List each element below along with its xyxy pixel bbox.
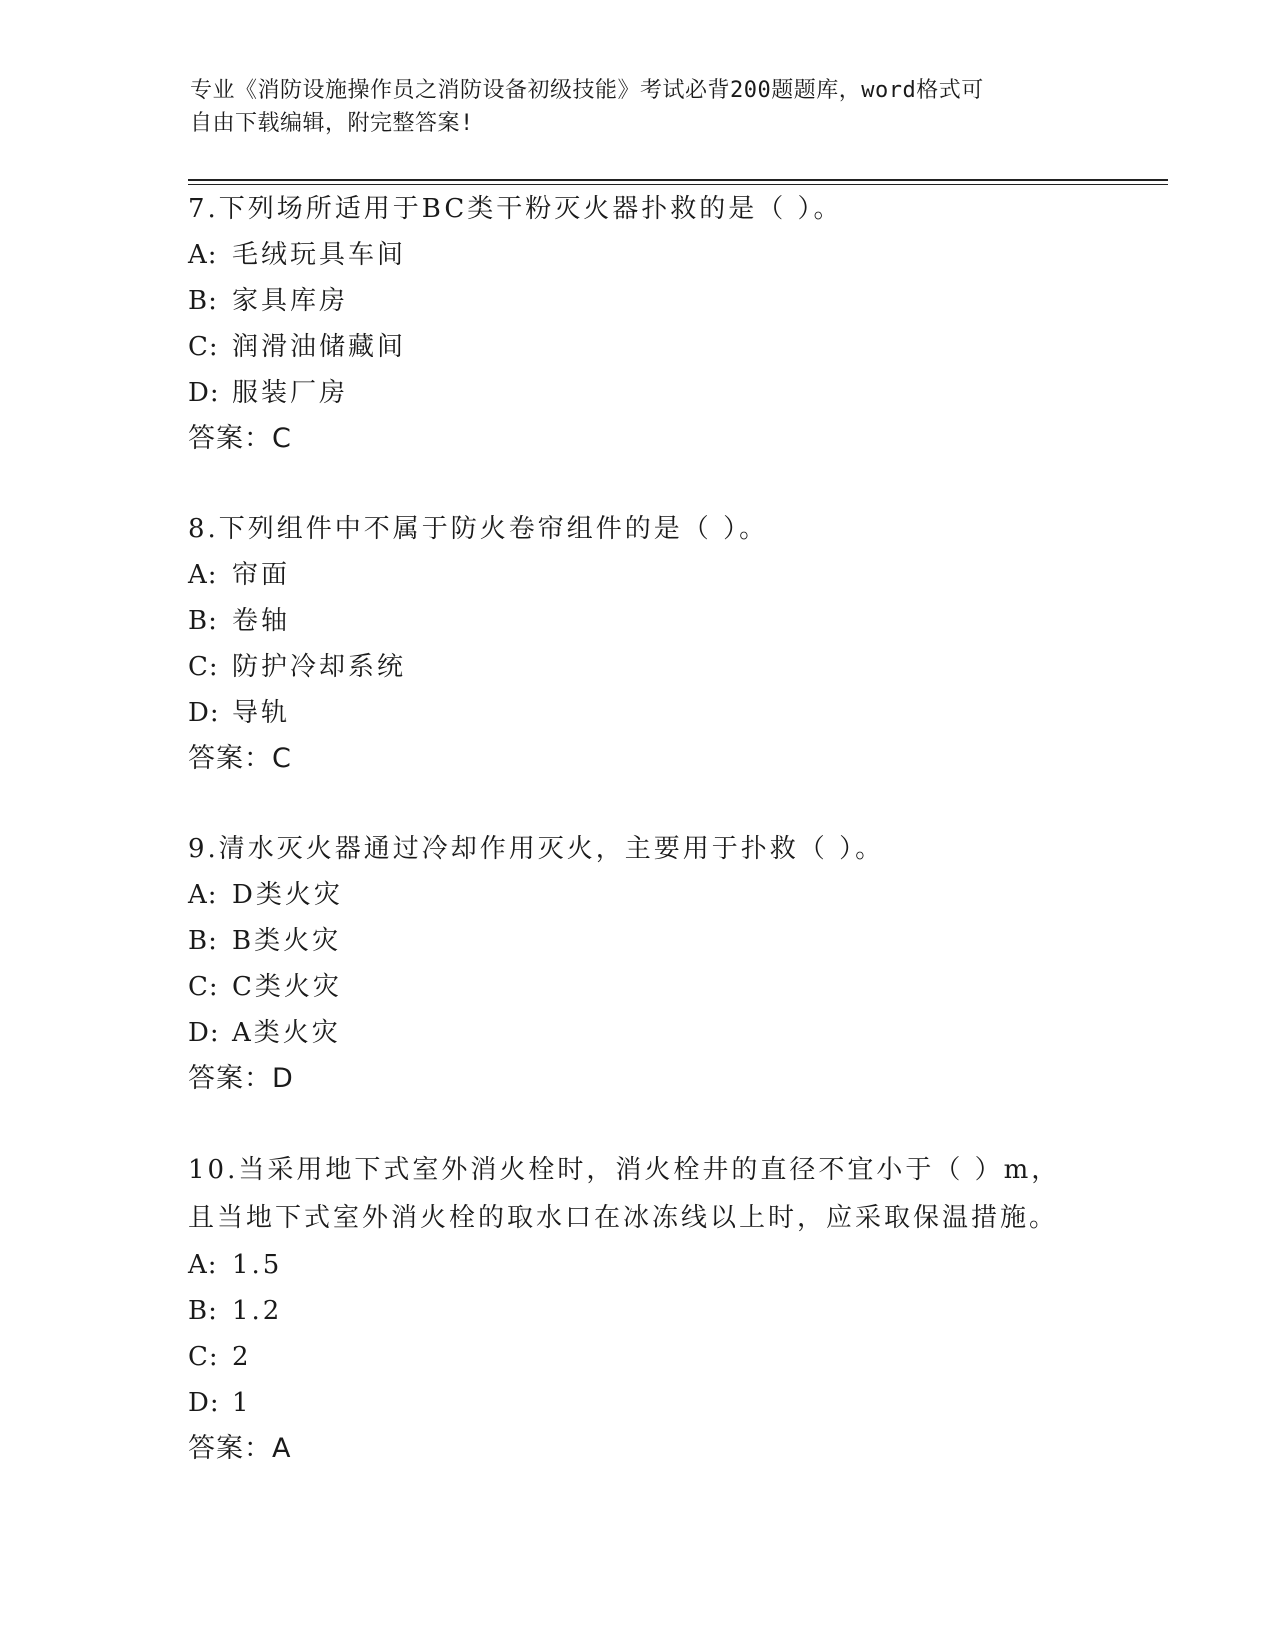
option-a — [188, 232, 1088, 278]
question-text: 7.下列场所适用于BC类干粉灭火器扑救的是（ ）。 — [188, 194, 843, 224]
question-9 — [188, 826, 1088, 1102]
document-header — [190, 74, 1090, 140]
option-a — [188, 872, 1088, 918]
answer-line: 答案：C — [188, 743, 292, 774]
option-d — [188, 1380, 1088, 1426]
header-line-2: 自由下载编辑，附完整答案! — [190, 111, 474, 136]
option-c — [188, 1334, 1088, 1380]
option-d — [188, 1010, 1088, 1056]
option-text: 卷轴 — [232, 606, 291, 636]
option-label: C: — [188, 972, 219, 1002]
question-10 — [188, 1146, 1088, 1472]
option-c — [188, 324, 1088, 370]
option-d — [188, 370, 1088, 416]
option-label: A: — [188, 1250, 218, 1280]
option-a — [188, 552, 1088, 598]
option-label: D: — [188, 1018, 220, 1048]
question-text: 9.清水灭火器通过冷却作用灭火，主要用于扑救（ ）。 — [188, 834, 885, 864]
option-b — [188, 1288, 1088, 1334]
option-label: B: — [188, 1296, 218, 1326]
option-text: B类火灾 — [232, 926, 342, 956]
option-text: 1.2 — [232, 1296, 283, 1326]
option-b — [188, 918, 1088, 964]
option-text: 导轨 — [232, 698, 291, 728]
option-label: C: — [188, 652, 219, 682]
header-line-1: 专业《消防设施操作员之消防设备初级技能》考试必背200题题库，word格式可 — [190, 78, 984, 103]
option-text: 2 — [232, 1342, 252, 1372]
option-c — [188, 964, 1088, 1010]
question-8 — [188, 506, 1088, 782]
answer-line: 答案：C — [188, 423, 292, 454]
question-text: 8.下列组件中不属于防火卷帘组件的是（ ）。 — [188, 514, 769, 544]
question-text: 10.当采用地下式室外消火栓时，消火栓井的直径不宜小于（ ）m，且当地下式室外消火栓的取水口在冰冻线以上时，应采取保温措施。 — [188, 1155, 1061, 1233]
option-text: 家具库房 — [232, 286, 349, 316]
option-label: A: — [188, 240, 218, 270]
option-d — [188, 690, 1088, 736]
option-label: B: — [188, 926, 218, 956]
option-b — [188, 598, 1088, 644]
option-label: C: — [188, 1342, 219, 1372]
answer-line: 答案：A — [188, 1433, 292, 1464]
option-label: B: — [188, 286, 218, 316]
header-divider-thin — [188, 184, 1168, 185]
option-text: A类火灾 — [232, 1018, 341, 1048]
option-text: 服装厂房 — [232, 378, 349, 408]
option-label: A: — [188, 880, 218, 910]
header-divider-thick — [188, 179, 1168, 181]
option-c — [188, 644, 1088, 690]
option-text: 1 — [232, 1388, 252, 1418]
option-label: D: — [188, 1388, 220, 1418]
option-label: A: — [188, 560, 218, 590]
option-text: D类火灾 — [232, 880, 343, 910]
option-a — [188, 1242, 1088, 1288]
option-label: C: — [188, 332, 219, 362]
option-text: 防护冷却系统 — [232, 652, 407, 682]
option-label: B: — [188, 606, 218, 636]
option-label: D: — [188, 698, 220, 728]
option-b — [188, 278, 1088, 324]
option-text: 帘面 — [232, 560, 291, 590]
option-text: 润滑油储藏间 — [232, 332, 407, 362]
option-text: C类火灾 — [232, 972, 342, 1002]
option-label: D: — [188, 378, 220, 408]
option-text: 1.5 — [232, 1250, 283, 1280]
option-text: 毛绒玩具车间 — [232, 240, 407, 270]
answer-line: 答案：D — [188, 1063, 294, 1094]
question-7 — [188, 186, 1088, 462]
